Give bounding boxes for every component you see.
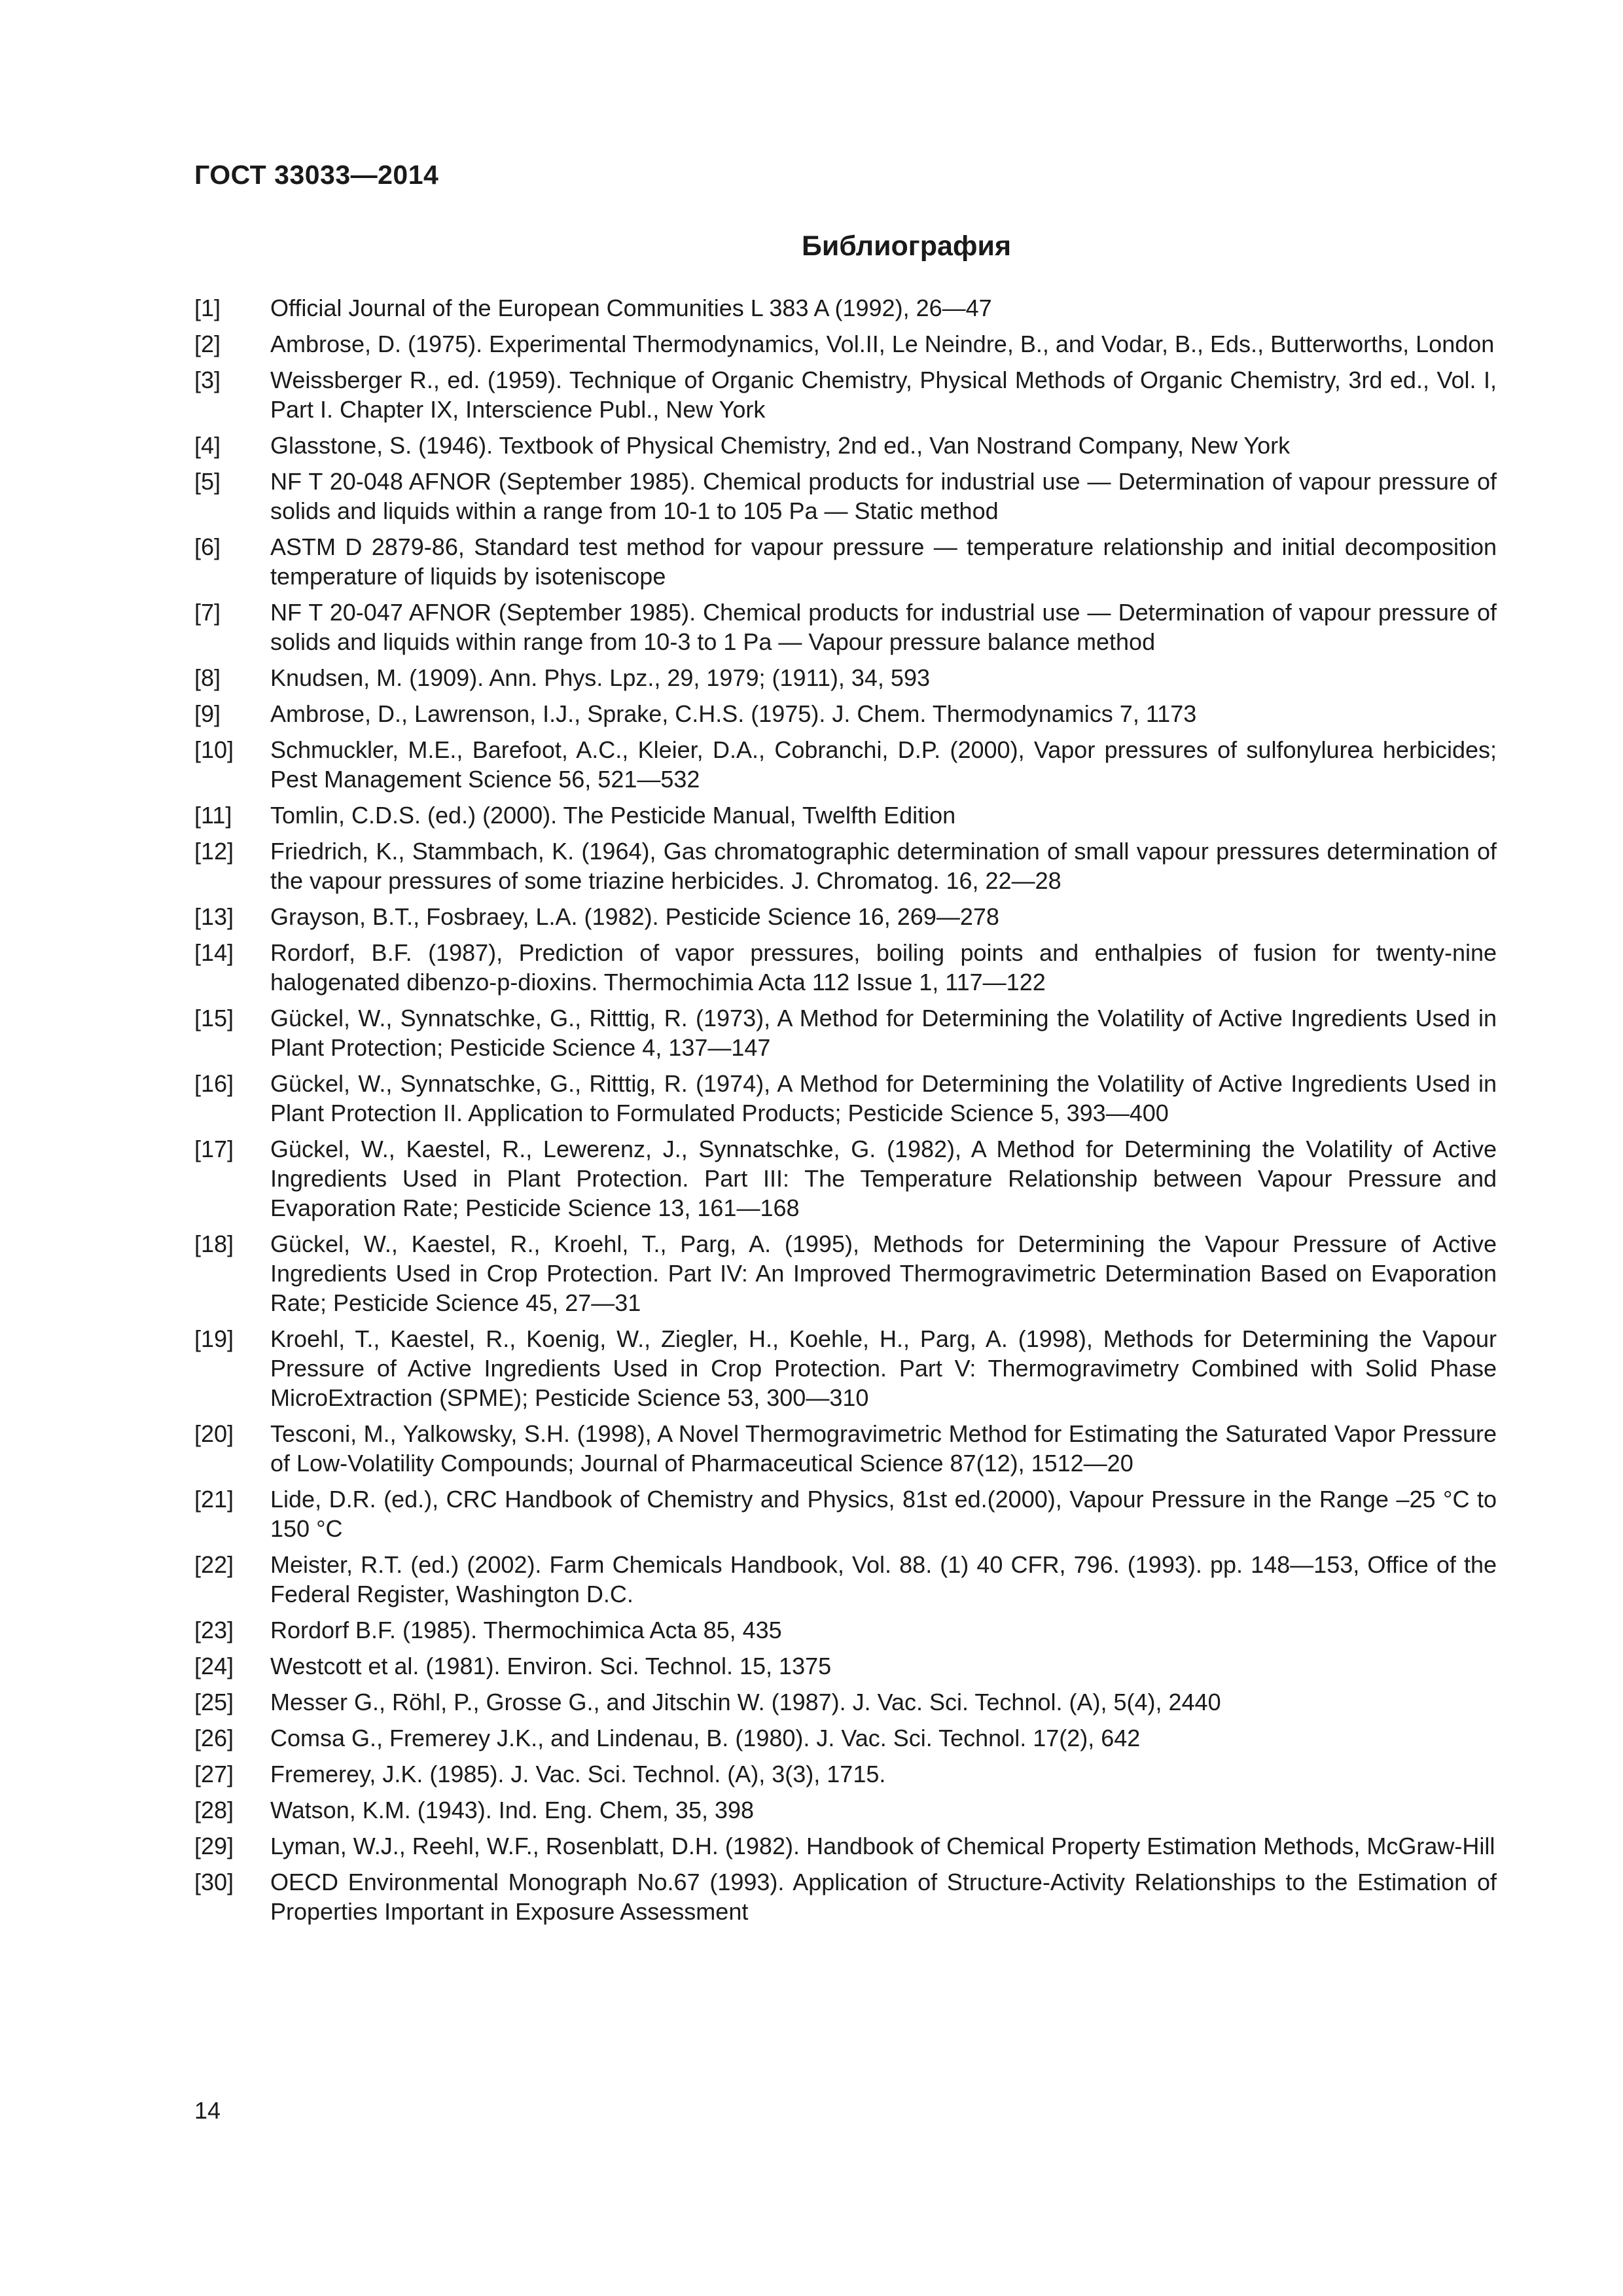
reference-number: [24] (194, 1653, 234, 1679)
reference-item (194, 1229, 1497, 1318)
reference-text: Gückel, W., Synnatschke, G., Ritttig, R. (1974), A Method for Determining the Volatility of Active Ingredients Used in Plant Protection II. Application to Formulated Products; Pesticide Science 5, 393—400 (270, 1070, 1497, 1126)
reference-item (194, 1723, 1497, 1753)
reference-number: [8] (194, 664, 221, 691)
reference-text: Watson, K.M. (1943). Ind. Eng. Chem, 35, 398 (270, 1797, 755, 1823)
reference-text: Knudsen, M. (1909). Ann. Phys. Lpz., 29, 1979; (1911), 34, 593 (270, 664, 930, 691)
reference-item (194, 467, 1497, 526)
reference-item (194, 365, 1497, 424)
reference-number: [22] (194, 1551, 234, 1578)
reference-item (194, 836, 1497, 895)
reference-text: Kroehl, T., Kaestel, R., Koenig, W., Ziegler, H., Koehle, H., Parg, A. (1998), Methods for Determining the Vapour Pressure of Active Ingredients Used in Crop Protection. Part V: Thermogravimetry Combined with Solid Phase MicroExtraction (SPME); Pesticide Science 53, 300—310 (270, 1325, 1497, 1411)
reference-text: Rordorf B.F. (1985). Thermochimica Acta 85, 435 (270, 1617, 782, 1643)
reference-item (194, 1069, 1497, 1128)
reference-item (194, 1324, 1497, 1412)
reference-item (194, 329, 1497, 359)
reference-number: [21] (194, 1486, 234, 1513)
reference-number: [4] (194, 432, 221, 459)
reference-text: Rordorf, B.F. (1987), Prediction of vapor pressures, boiling points and enthalpies of fusion for twenty-nine halogenated dibenzo-p-dioxins. Thermochimia Acta 112 Issue 1, 117—122 (270, 939, 1497, 996)
bibliography-list (194, 293, 1497, 1933)
reference-text: OECD Environmental Monograph No.67 (1993). Application of Structure-Activity Relationships to the Estimation of Properties Important in Exposure Assessment (270, 1869, 1497, 1925)
reference-text: Gückel, W., Kaestel, R., Kroehl, T., Parg, A. (1995), Methods for Determining the Vapour Pressure of Active Ingredients Used in Crop Protection. Part IV: An Improved Thermogravimetric Determination Based on Evaporation Rate; Pesticide Science 45, 27—31 (270, 1230, 1497, 1316)
reference-text: Fremerey, J.K. (1985). J. Vac. Sci. Technol. (A), 3(3), 1715. (270, 1761, 886, 1787)
reference-number: [1] (194, 295, 221, 321)
reference-item (194, 1867, 1497, 1926)
reference-item (194, 1134, 1497, 1223)
reference-number: [30] (194, 1869, 234, 1895)
reference-item (194, 800, 1497, 830)
reference-item (194, 699, 1497, 728)
reference-number: [7] (194, 599, 221, 626)
reference-text: Ambrose, D. (1975). Experimental Thermodynamics, Vol.II, Le Neindre, B., and Vodar, B., Eds., Butterworths, London (270, 331, 1495, 357)
standard-header: ГОСТ 33033—2014 (194, 160, 439, 190)
reference-item (194, 1759, 1497, 1789)
reference-item (194, 1795, 1497, 1825)
reference-item (194, 902, 1497, 931)
reference-number: [15] (194, 1005, 234, 1031)
reference-number: [14] (194, 939, 234, 966)
reference-text: Schmuckler, M.E., Barefoot, A.C., Kleier, D.A., Cobranchi, D.P. (2000), Vapor pressures of sulfonylurea herbicides; Pest Management Science 56, 521—532 (270, 736, 1497, 793)
reference-item (194, 1651, 1497, 1681)
reference-item (194, 1550, 1497, 1609)
reference-text: Westcott et al. (1981). Environ. Sci. Technol. 15, 1375 (270, 1653, 832, 1679)
reference-item (194, 735, 1497, 794)
reference-number: [5] (194, 468, 221, 495)
reference-number: [26] (194, 1725, 234, 1751)
reference-item (194, 1003, 1497, 1062)
reference-number: [17] (194, 1136, 234, 1162)
reference-item (194, 532, 1497, 591)
reference-text: Friedrich, K., Stammbach, K. (1964), Gas chromatographic determination of small vapour pressures determination of the vapour pressures of some triazine herbicides. J. Chromatog. 16, 22—28 (270, 838, 1497, 894)
reference-text: Official Journal of the European Communities L 383 A (1992), 26—47 (270, 295, 992, 321)
reference-text: Lyman, W.J., Reehl, W.F., Rosenblatt, D.H. (1982). Handbook of Chemical Property Estimation Methods, McGraw-Hill (270, 1833, 1495, 1859)
reference-number: [9] (194, 700, 221, 727)
reference-number: [16] (194, 1070, 234, 1097)
reference-number: [29] (194, 1833, 234, 1859)
reference-number: [20] (194, 1420, 234, 1447)
reference-item (194, 938, 1497, 997)
reference-number: [23] (194, 1617, 234, 1643)
reference-number: [19] (194, 1325, 234, 1352)
reference-number: [11] (194, 802, 232, 829)
reference-text: Lide, D.R. (ed.), CRC Handbook of Chemistry and Physics, 81st ed.(2000), Vapour Pressure in the Range –25 °C to 150 °C (270, 1486, 1497, 1542)
reference-text: Glasstone, S. (1946). Textbook of Physical Chemistry, 2nd ed., Van Nostrand Company, New York (270, 432, 1291, 459)
reference-number: [3] (194, 367, 221, 393)
reference-number: [13] (194, 903, 234, 930)
reference-item (194, 1419, 1497, 1478)
reference-text: NF T 20-048 AFNOR (September 1985). Chemical products for industrial use — Determination of vapour pressure of solids and liquids within a range from 10-1 to 105 Pa — Static method (270, 468, 1497, 524)
reference-text: Comsa G., Fremerey J.K., and Lindenau, B. (1980). J. Vac. Sci. Technol. 17(2), 642 (270, 1725, 1141, 1751)
reference-number: [10] (194, 736, 234, 763)
reference-text: Tomlin, C.D.S. (ed.) (2000). The Pesticide Manual, Twelfth Edition (270, 802, 956, 829)
reference-number: [2] (194, 331, 221, 357)
reference-text: Weissberger R., ed. (1959). Technique of Organic Chemistry, Physical Methods of Organic Chemistry, 3rd ed., Vol. I, Part I. Chapter IX, Interscience Publ., New York (270, 367, 1497, 423)
reference-text: Meister, R.T. (ed.) (2002). Farm Chemicals Handbook, Vol. 88. (1) 40 CFR, 796. (1993). pp. 148—153, Office of the Federal Register, Washington D.C. (270, 1551, 1497, 1607)
reference-text: Gückel, W., Synnatschke, G., Ritttig, R. (1973), A Method for Determining the Volatility of Active Ingredients Used in Plant Protection; Pesticide Science 4, 137—147 (270, 1005, 1497, 1061)
page-number: 14 (194, 2097, 221, 2124)
reference-item (194, 1484, 1497, 1543)
reference-text: NF T 20-047 AFNOR (September 1985). Chemical products for industrial use — Determination of vapour pressure of solids and liquids within range from 10-3 to 1 Pa — Vapour pressure balance method (270, 599, 1497, 655)
reference-text: Messer G., Röhl, P., Grosse G., and Jitschin W. (1987). J. Vac. Sci. Technol. (A), 5(4), 2440 (270, 1689, 1221, 1715)
reference-item (194, 431, 1497, 460)
section-title: Библиография (801, 230, 1012, 262)
reference-number: [25] (194, 1689, 234, 1715)
reference-number: [27] (194, 1761, 234, 1787)
reference-text: Gückel, W., Kaestel, R., Lewerenz, J., Synnatschke, G. (1982), A Method for Determining the Volatility of Active Ingredients Used in Plant Protection. Part III: The Temperature Relationship between Vapour Pressure and Evaporation Rate; Pesticide Science 13, 161—168 (270, 1136, 1497, 1221)
reference-number: [12] (194, 838, 234, 865)
reference-text: Ambrose, D., Lawrenson, I.J., Sprake, C.H.S. (1975). J. Chem. Thermodynamics 7, 1173 (270, 700, 1197, 727)
reference-item (194, 1687, 1497, 1717)
reference-number: [28] (194, 1797, 234, 1823)
reference-text: Tesconi, M., Yalkowsky, S.H. (1998), A Novel Thermogravimetric Method for Estimating the Saturated Vapor Pressure of Low-Volatility Compounds; Journal of Pharmaceutical Science 87(12), 1512—20 (270, 1420, 1497, 1477)
reference-item (194, 1831, 1497, 1861)
reference-item (194, 663, 1497, 692)
reference-text: ASTM D 2879-86, Standard test method for vapour pressure — temperature relationship and initial decomposition temperature of liquids by isoteniscope (270, 533, 1497, 590)
reference-text: Grayson, B.T., Fosbraey, L.A. (1982). Pesticide Science 16, 269—278 (270, 903, 999, 930)
reference-item (194, 598, 1497, 656)
reference-number: [18] (194, 1230, 234, 1257)
reference-number: [6] (194, 533, 221, 560)
reference-item (194, 293, 1497, 323)
reference-item (194, 1615, 1497, 1645)
